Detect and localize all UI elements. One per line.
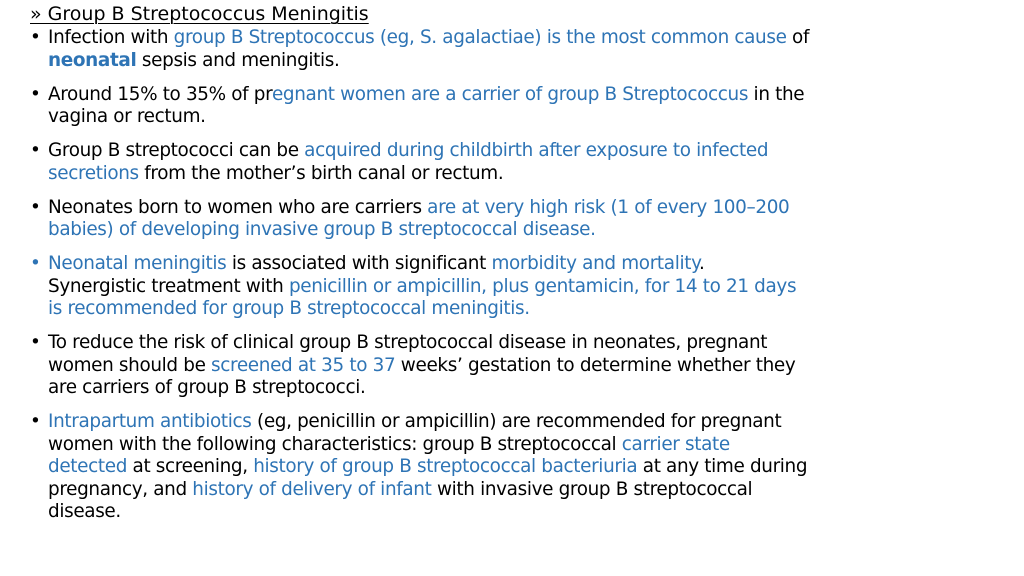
bullet-marker: • bbox=[30, 140, 41, 161]
bullet-line bbox=[48, 501, 1000, 524]
bullet-line bbox=[48, 355, 1000, 378]
bullet-line bbox=[48, 332, 1000, 355]
text-run: weeks’ gestation to determine whether they bbox=[395, 354, 796, 376]
bullet-line bbox=[48, 219, 1000, 242]
highlighted-text-run: penicillin or ampicillin, plus gentamicin, for 14 to 21 days bbox=[288, 275, 797, 297]
text-run: Group B streptococci can be bbox=[48, 140, 305, 161]
bullet-marker: • bbox=[30, 253, 41, 274]
bullet-line bbox=[48, 197, 1000, 220]
bullet-infection bbox=[30, 27, 1000, 72]
bullet-risk bbox=[30, 197, 1000, 242]
highlighted-text-run: detected bbox=[48, 456, 128, 477]
text-run: at screening, bbox=[127, 456, 254, 477]
text-run: pregnancy, and bbox=[48, 478, 193, 500]
text-run: of bbox=[786, 27, 810, 48]
highlighted-text-run: secretions bbox=[48, 162, 139, 184]
highlighted-text-run: acquired during childbirth after exposure to infected bbox=[304, 140, 769, 161]
bullet-line bbox=[48, 276, 1000, 299]
text-run: To reduce the risk of clinical group B streptococcal disease in neonates, pregnant bbox=[48, 332, 768, 353]
bullet-intrapartum bbox=[30, 411, 1000, 524]
bullet-line bbox=[48, 411, 1000, 434]
bullet-marker: • bbox=[30, 27, 41, 48]
text-run: at any time during bbox=[637, 456, 808, 477]
bullet-line bbox=[48, 106, 1000, 129]
highlighted-text-run: babies) of developing invasive group B streptococcal disease. bbox=[48, 219, 596, 240]
bullet-line bbox=[48, 434, 1000, 457]
text-run: from the mother’s birth canal or rectum. bbox=[138, 162, 504, 184]
text-run: are carriers of group B streptococci. bbox=[48, 377, 366, 398]
bullet-line bbox=[48, 163, 1000, 186]
highlighted-text-run: history of delivery of infant bbox=[192, 478, 432, 500]
bullet-marker: • bbox=[30, 411, 41, 432]
bullet-line bbox=[48, 377, 1000, 400]
bullet-marker: • bbox=[30, 332, 41, 353]
bullet-treatment bbox=[30, 253, 1000, 321]
bullet-line bbox=[48, 253, 1000, 276]
bullet-list bbox=[30, 27, 1000, 524]
highlighted-text-run: history of group B streptococcal bacteriuria bbox=[253, 456, 638, 477]
text-run: sepsis and meningitis. bbox=[136, 49, 340, 71]
text-run: disease. bbox=[48, 501, 121, 522]
text-run: women with the following characteristics: group B streptococcal bbox=[48, 433, 622, 455]
text-run: is associated with significant bbox=[226, 253, 492, 274]
text-run: vagina or rectum. bbox=[48, 106, 206, 127]
bullet-carrier-rate bbox=[30, 84, 1000, 129]
text-run: . bbox=[698, 253, 705, 274]
text-run: (eg, penicillin or ampicillin) are recommended for pregnant bbox=[251, 411, 782, 432]
highlighted-text-run: neonatal bbox=[48, 49, 137, 71]
highlighted-text-run: morbidity and mortality bbox=[491, 253, 699, 274]
highlighted-text-run: egnant women are a carrier of group B Streptococcus bbox=[271, 83, 749, 105]
bullet-screening bbox=[30, 332, 1000, 400]
highlighted-text-run: carrier state bbox=[621, 433, 730, 455]
bullet-line bbox=[48, 479, 1000, 502]
bullet-childbirth bbox=[30, 140, 1000, 185]
slide-title: » Group B Streptococcus Meningitis bbox=[30, 3, 369, 25]
text-run: Infection with bbox=[48, 27, 174, 48]
highlighted-text-run: group B Streptococcus (eg, S. agalactiae) is the most common cause bbox=[173, 27, 787, 48]
highlighted-text-run: is recommended for group B streptococcal meningitis. bbox=[48, 298, 530, 319]
bullet-line bbox=[48, 140, 1000, 163]
text-run: women should be bbox=[48, 354, 212, 376]
text-run: Around 15% to 35% of pr bbox=[48, 83, 272, 105]
bullet-marker: • bbox=[30, 83, 41, 105]
bullet-line bbox=[48, 27, 1000, 50]
bullet-line bbox=[48, 298, 1000, 321]
bullet-line bbox=[48, 456, 1000, 479]
highlighted-text-run: screened at 35 to 37 bbox=[211, 354, 396, 376]
highlighted-text-run: are at very high risk (1 of every 100–200 bbox=[427, 196, 790, 218]
text-run: Synergistic treatment with bbox=[48, 275, 289, 297]
text-run: Neonates born to women who are carriers bbox=[48, 196, 428, 218]
text-run: in the bbox=[748, 83, 805, 105]
highlighted-text-run: Intrapartum antibiotics bbox=[48, 411, 252, 432]
bullet-line bbox=[48, 50, 1000, 73]
bullet-marker: • bbox=[30, 196, 41, 218]
bullet-line bbox=[48, 84, 1000, 107]
highlighted-text-run: Neonatal meningitis bbox=[48, 253, 227, 274]
text-run: with invasive group B streptococcal bbox=[431, 478, 753, 500]
